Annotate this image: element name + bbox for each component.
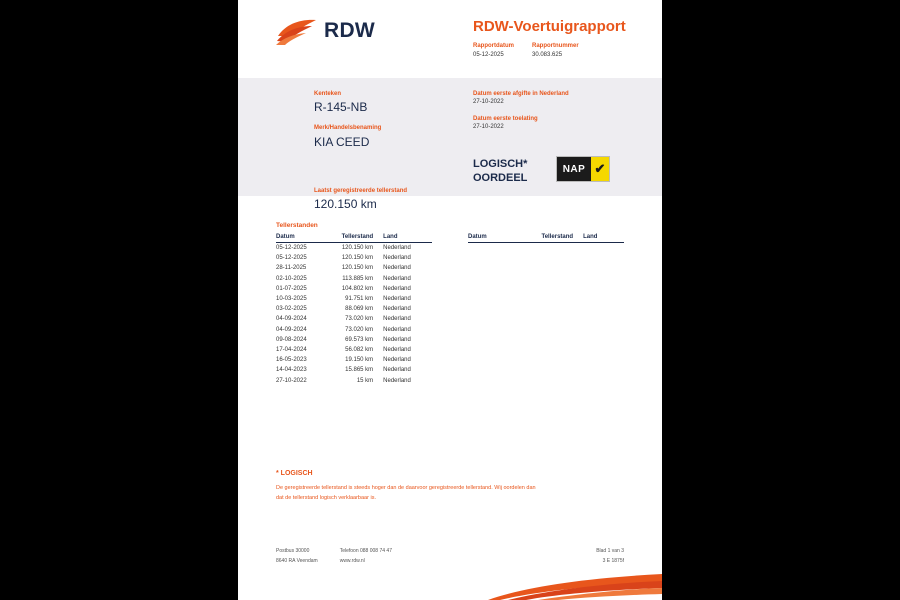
table-row: [276, 294, 432, 304]
table-row: [276, 243, 432, 254]
document-footer: [276, 547, 624, 566]
verdict-value: LOGISCH*: [473, 158, 528, 170]
cell-land: Nederland: [383, 346, 411, 353]
footnote-block: [276, 470, 606, 504]
document-page: [238, 0, 662, 600]
verdict-block: [473, 158, 527, 186]
cell-land: Nederland: [383, 306, 411, 313]
report-date-value: 05-12-2025: [473, 52, 504, 58]
cell-land: Nederland: [383, 326, 411, 333]
table-row: [276, 263, 432, 273]
rdw-wordmark: RDW: [324, 19, 376, 42]
cell-datum: 05-12-2025: [276, 255, 307, 262]
col-tellerstand: Tellerstand: [324, 234, 373, 243]
cell-datum: 01-07-2025: [276, 285, 307, 292]
cell-datum: 28-11-2025: [276, 265, 307, 272]
col-land: Land: [373, 234, 432, 243]
cell-land: Nederland: [383, 275, 411, 282]
footnote-line-2: dat de tellerstand logisch verklaarbaar is.: [276, 495, 376, 502]
col-tellerstand: Tellerstand: [507, 234, 573, 243]
cell-datum: 17-04-2024: [276, 346, 307, 353]
report-number-value: 30.083.625: [532, 52, 563, 58]
footnote-title: * LOGISCH: [276, 470, 313, 477]
kenteken-label: Kenteken: [314, 91, 342, 97]
footer-address-line-1: Postbus 30000: [276, 548, 310, 554]
cell-datum: 04-09-2024: [276, 316, 307, 323]
cell-datum: 14-04-2023: [276, 367, 307, 374]
eerste-afgifte-value: 27-10-2022: [473, 99, 504, 106]
table-header-row: [276, 234, 432, 243]
odometer-readings-section: [238, 196, 662, 386]
cell-land: Nederland: [383, 255, 411, 262]
col-land: Land: [573, 234, 624, 243]
cell-land: Nederland: [383, 265, 411, 272]
cell-tellerstand: 120.150 km: [341, 245, 374, 252]
col-datum: Datum: [276, 234, 324, 243]
table-row: [276, 274, 432, 284]
page-title: RDW-Voertuigrapport: [473, 18, 626, 35]
verdict-label: OORDEEL: [473, 171, 528, 184]
report-number-block: [532, 42, 579, 60]
readings-section-title: Tellerstanden: [276, 222, 318, 229]
cell-land: Nederland: [383, 245, 411, 252]
vehicle-right-fields: [473, 90, 648, 140]
rdw-swoosh-logo-icon: [276, 16, 318, 46]
footer-contact: [340, 547, 392, 566]
cell-datum: 05-12-2025: [276, 245, 307, 252]
cell-tellerstand: 113.885 km: [342, 275, 374, 282]
document-header: [238, 0, 662, 78]
cell-datum: 03-02-2025: [276, 306, 307, 313]
report-date-block: [473, 42, 514, 60]
cell-tellerstand: 88.069 km: [345, 306, 374, 313]
laatste-tellerstand-value: 120.150 km: [314, 197, 377, 212]
report-number-label: Rapportnummer: [532, 43, 579, 49]
table-row: [276, 355, 432, 365]
cell-land: Nederland: [383, 285, 411, 292]
cell-datum: 10-03-2025: [276, 296, 307, 303]
table-row: [276, 325, 432, 335]
table-row: [276, 335, 432, 345]
table-row: [276, 284, 432, 294]
cell-tellerstand: 15.865 km: [345, 367, 374, 374]
table-row: [276, 253, 432, 263]
cell-land: Nederland: [383, 336, 411, 343]
cell-datum: 02-10-2025: [276, 275, 307, 282]
cell-tellerstand: 91.751 km: [345, 296, 374, 303]
nap-badge-text: NAP: [557, 157, 591, 181]
footnote-line-1: De geregistreerde tellerstand is steeds hoger dan de daarvoor geregistreerde tellerstand. Wij oordelen dan: [276, 485, 536, 491]
table-row: [276, 365, 432, 375]
footer-phone: Telefoon 088 008 74 47: [339, 548, 392, 554]
kenteken-value: R-145-NB: [314, 100, 368, 115]
footer-address: [276, 547, 318, 566]
col-datum: Datum: [468, 234, 507, 243]
footer-pagination: [596, 547, 624, 566]
table-row: [276, 345, 432, 355]
cell-land: Nederland: [383, 296, 411, 303]
cell-land: Nederland: [383, 316, 411, 323]
vehicle-summary-band: [238, 78, 662, 212]
nap-badge: [556, 156, 610, 182]
footer-page-number: Blad 1 van 3: [596, 548, 624, 554]
cell-land: Nederland: [383, 377, 411, 384]
table-row: [276, 314, 432, 324]
cell-tellerstand: 104.802 km: [341, 285, 374, 292]
cell-tellerstand: 73.020 km: [345, 316, 374, 323]
table-row: [276, 375, 432, 385]
eerste-afgifte-label: Datum eerste afgifte in Nederland: [473, 91, 569, 97]
merk-label: Merk/Handelsbenaming: [314, 125, 382, 132]
report-meta: [473, 42, 579, 60]
cell-tellerstand: 73.020 km: [345, 326, 374, 333]
cell-land: Nederland: [383, 357, 411, 364]
cell-tellerstand: 69.573 km: [345, 336, 374, 343]
cell-tellerstand: 120.150 km: [341, 265, 374, 272]
eerste-toelating-label: Datum eerste toelating: [473, 115, 538, 122]
footer-address-line-2: 8640 RA Veendam: [276, 557, 318, 564]
footer-swoosh-graphic: [238, 572, 662, 600]
table-row: [276, 304, 432, 314]
cell-tellerstand: 19.150 km: [345, 357, 374, 364]
eerste-toelating-value: 27-10-2022: [473, 124, 504, 131]
cell-tellerstand: 56.082 km: [345, 346, 374, 353]
readings-table-right: [468, 234, 624, 386]
check-icon: ✔: [591, 157, 609, 181]
footer-website[interactable]: www.rdw.nl: [339, 557, 365, 564]
cell-land: Nederland: [383, 367, 411, 374]
cell-datum: 09-08-2024: [276, 336, 307, 343]
merk-value: KIA CEED: [314, 134, 370, 149]
readings-table-left: [276, 234, 432, 386]
laatste-tellerstand-label: Laatst geregistreerde tellerstand: [314, 187, 408, 194]
table-header-row: [468, 234, 624, 243]
cell-datum: 27-10-2022: [276, 377, 307, 384]
cell-tellerstand: 15 km: [356, 377, 374, 384]
cell-datum: 16-05-2023: [276, 357, 307, 364]
cell-datum: 04-09-2024: [276, 326, 307, 333]
cell-tellerstand: 120.150 km: [341, 255, 374, 262]
footer-form-code: 3 E 1875f: [602, 557, 624, 564]
report-date-label: Rapportdatum: [473, 43, 514, 49]
rdw-logo: [276, 16, 375, 46]
